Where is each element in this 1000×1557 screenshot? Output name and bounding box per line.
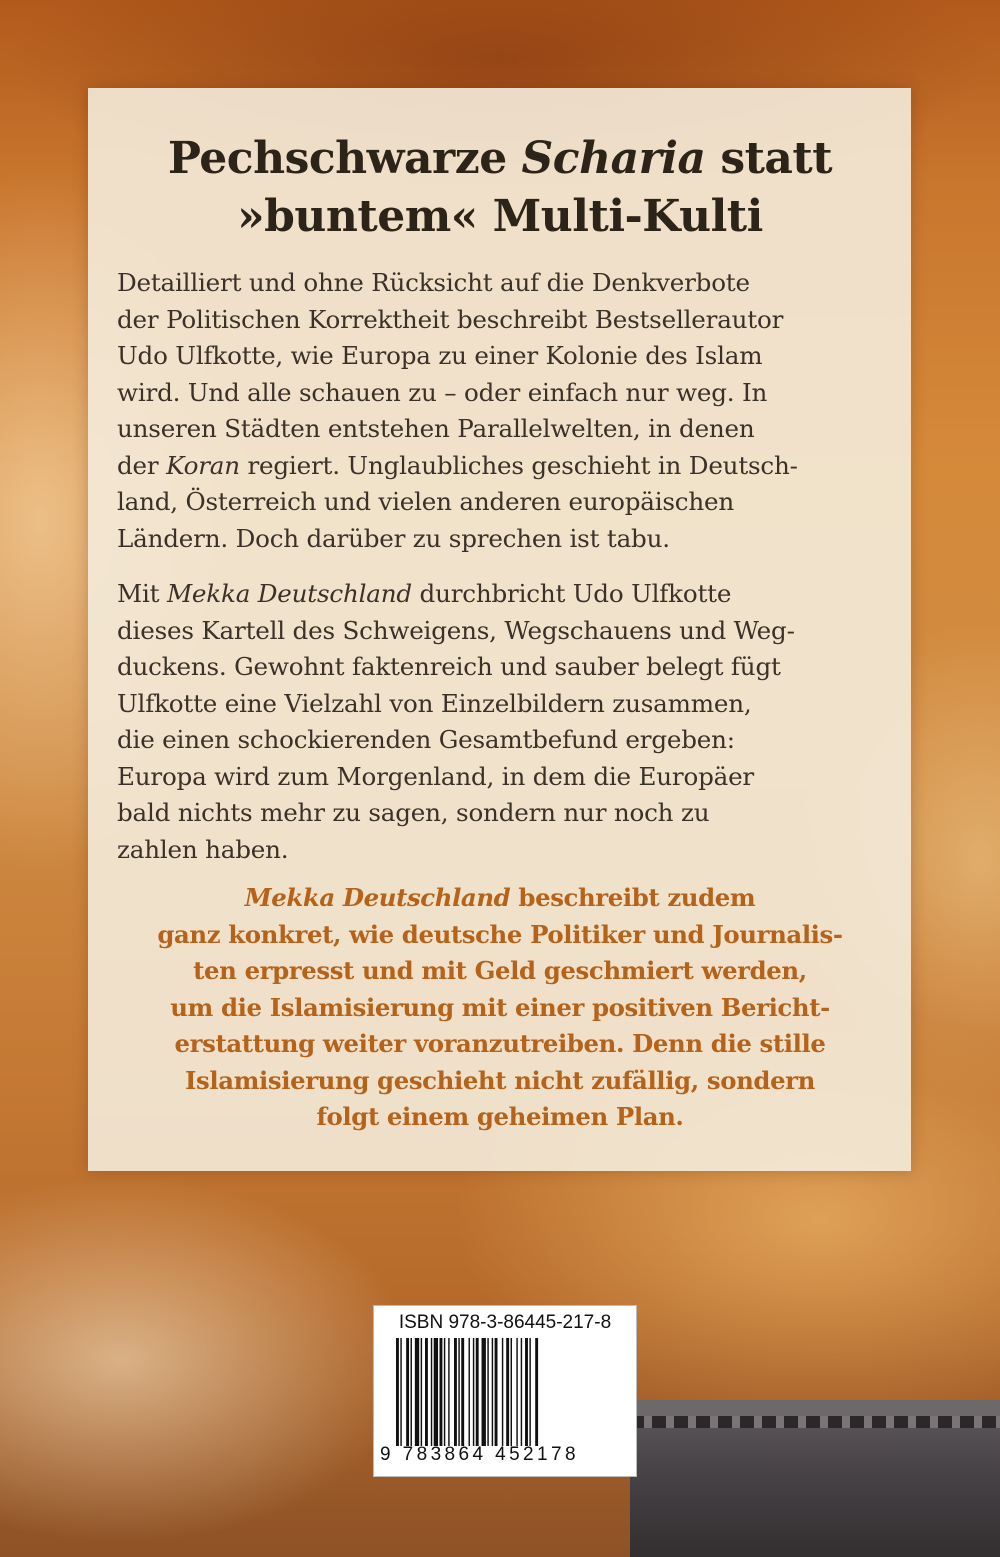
barcode-bar bbox=[444, 1338, 445, 1446]
headline-text: Pechschwarze bbox=[167, 133, 522, 184]
barcode-bar bbox=[469, 1338, 470, 1446]
barcode-bar bbox=[502, 1338, 503, 1446]
paragraph-line bbox=[117, 576, 917, 613]
paragraph-line: unseren Städten entstehen Parallelwelten, in denen bbox=[117, 414, 755, 443]
headline-line-2: »buntem« Multi-Kulti bbox=[237, 191, 763, 242]
paragraph-intro bbox=[117, 265, 917, 557]
highlight-line: ten erpresst und mit Geld geschmiert werden, bbox=[193, 956, 807, 985]
barcode-bar bbox=[415, 1338, 419, 1446]
koran-italic: Koran bbox=[166, 450, 240, 480]
barcode-bar bbox=[458, 1338, 459, 1446]
line-text: der bbox=[117, 450, 167, 480]
barcode-bar bbox=[448, 1338, 449, 1446]
paragraph-line: land, Österreich und vielen anderen europäischen bbox=[117, 487, 734, 516]
headline-text-end: statt bbox=[705, 133, 833, 184]
highlight-line: erstattung weiter voranzutreiben. Denn die stille bbox=[174, 1029, 826, 1058]
barcode-bar bbox=[529, 1338, 530, 1446]
highlight-line: ganz konkret, wie deutsche Politiker und Journalis- bbox=[157, 919, 843, 949]
paragraph-line: Detailliert und ohne Rücksicht auf die Denkverbote bbox=[117, 268, 750, 297]
headline-line-1 bbox=[0, 130, 1000, 188]
headline-italic: Scharia bbox=[521, 133, 706, 184]
paragraph-line: die einen schockierenden Gesamtbefund ergeben: bbox=[117, 725, 735, 754]
paragraph-line: Udo Ulfkotte, wie Europa zu einer Kolonie des Islam bbox=[117, 341, 763, 370]
barcode-bar bbox=[425, 1338, 428, 1446]
paragraph-line: wird. Und alle schauen zu – oder einfach nur weg. In bbox=[117, 377, 768, 407]
barcode-bar bbox=[516, 1338, 517, 1446]
line-text: beschreibt zudem bbox=[510, 883, 756, 912]
barcode-bar bbox=[495, 1338, 498, 1446]
barcode-bar bbox=[454, 1338, 457, 1446]
barcode-bar bbox=[525, 1338, 528, 1446]
barcode-bar bbox=[473, 1338, 474, 1446]
paragraph-line: duckens. Gewohnt faktenreich und sauber belegt fügt bbox=[117, 652, 781, 681]
paragraph-line: der Politischen Korrektheit beschreibt Bestsellerautor bbox=[117, 304, 784, 334]
isbn-label: ISBN 978-3-86445-217-8 bbox=[398, 1312, 612, 1333]
barcode-bar bbox=[400, 1338, 401, 1446]
barcode-bar bbox=[406, 1338, 409, 1446]
highlight-line: folgt einem geheimen Plan. bbox=[316, 1102, 684, 1131]
barcode-bar bbox=[535, 1338, 538, 1446]
book-title-italic: Mekka Deutschland bbox=[166, 579, 412, 608]
barcode-bar bbox=[511, 1338, 512, 1446]
highlight-line bbox=[100, 880, 900, 917]
paragraph-line: bald nichts mehr zu sagen, sondern nur noch zu bbox=[117, 798, 710, 827]
paragraph-line: zahlen haben. bbox=[117, 834, 289, 864]
headline bbox=[0, 130, 1000, 246]
barcode-bar bbox=[440, 1338, 443, 1446]
barcode-bar bbox=[476, 1338, 479, 1446]
paragraph-main bbox=[117, 576, 917, 868]
highlight-line: um die Islamisierung mit einer positiven Bericht- bbox=[170, 992, 830, 1022]
paragraph-line: dieses Kartell des Schweigens, Wegschauens und Weg- bbox=[117, 615, 795, 645]
barcode-bar bbox=[396, 1338, 399, 1446]
paragraph-line bbox=[117, 448, 917, 485]
book-title-italic: Mekka Deutschland bbox=[244, 883, 511, 912]
paragraph-line: Europa wird zum Morgenland, in dem die Europäer bbox=[117, 761, 754, 791]
barcode-bar bbox=[434, 1338, 438, 1446]
barcode-box bbox=[373, 1305, 637, 1477]
paragraph-highlight bbox=[100, 880, 900, 1136]
line-text: Mit bbox=[117, 579, 167, 608]
line-text: regiert. Unglaubliches geschieht in Deutsch- bbox=[239, 450, 798, 480]
barcode-bar bbox=[487, 1338, 488, 1446]
barcode-bar bbox=[431, 1338, 432, 1446]
barcode-bar bbox=[411, 1338, 412, 1446]
barcode-bar bbox=[461, 1338, 464, 1446]
highlight-line: Islamisierung geschieht nicht zufällig, sondern bbox=[185, 1065, 815, 1095]
paragraph-line: Ländern. Doch darüber zu sprechen ist tabu. bbox=[117, 523, 670, 553]
barcode-bar bbox=[506, 1338, 509, 1446]
barcode-bar bbox=[421, 1338, 422, 1446]
line-text: durchbricht Udo Ulfkotte bbox=[411, 579, 732, 608]
barcode-bars bbox=[396, 1338, 616, 1446]
barcode-bar bbox=[492, 1338, 493, 1446]
building-cornice bbox=[620, 1400, 1000, 1416]
paragraph-line: Ulfkotte eine Vielzahl von Einzelbildern zusammen, bbox=[117, 688, 752, 718]
barcode-digits: 9 783864 452178 bbox=[380, 1444, 579, 1465]
barcode-bar bbox=[482, 1338, 486, 1446]
barcode-bar bbox=[521, 1338, 522, 1446]
building-dentils bbox=[630, 1416, 1000, 1428]
